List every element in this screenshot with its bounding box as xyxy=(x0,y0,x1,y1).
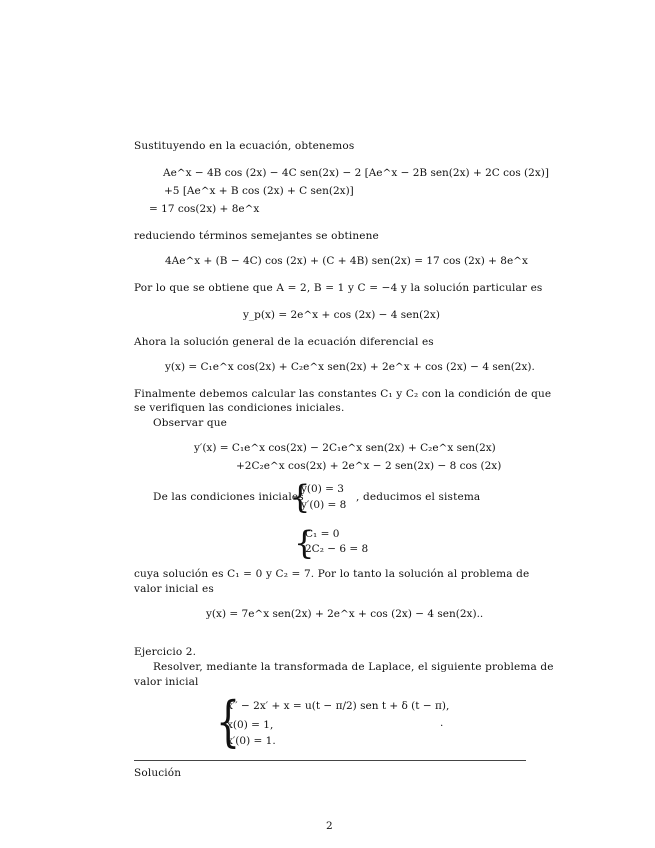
exercise-title: Ejercicio 2. xyxy=(134,646,197,658)
equation-1-line-2: +5 [Ae^x + B cos (2x) + C sen(2x)] xyxy=(164,185,354,197)
deduce-system-label: , deducimos el sistema xyxy=(356,491,481,503)
divider xyxy=(134,760,526,761)
paragraph-solution-line-2: valor inicial es xyxy=(134,583,214,595)
equation-1-line-1: Ae^x − 4B cos (2x) − 4C sen(2x) − 2 [Ae^x − 2B sen(2x) + 2C cos (2x)] xyxy=(163,167,549,179)
initial-condition-2: y′(0) = 8 xyxy=(301,499,347,511)
trailing-dot: . xyxy=(440,717,444,729)
system-equation-2: 2C₂ − 6 = 8 xyxy=(305,543,369,555)
initial-conditions-label: De las condiciones iniciales xyxy=(153,491,304,503)
left-brace: { xyxy=(216,690,241,753)
left-brace: { xyxy=(294,524,315,562)
paragraph-general-solution: Ahora la solución general de la ecuación diferencial es xyxy=(134,336,434,348)
exercise-statement-line-1: Resolver, mediante la transformada de Laplace, el siguiente problema de xyxy=(153,661,554,673)
equation-general-solution: y(x) = C₁e^x cos(2x) + C₂e^x sen(2x) + 2e^x + cos (2x) − 4 sen(2x). xyxy=(165,361,535,373)
equation-particular-solution: y_p(x) = 2e^x + cos (2x) − 4 sen(2x) xyxy=(243,309,440,321)
page-number: 2 xyxy=(326,820,333,832)
ivp-condition-1: x(0) = 1, xyxy=(227,719,274,731)
equation-1-line-3: = 17 cos(2x) + 8e^x xyxy=(149,203,260,215)
exercise-statement-line-2: valor inicial xyxy=(134,676,199,688)
paragraph-constants-line-2: se verifiquen las condiciones iniciales. xyxy=(134,402,345,414)
ivp-equation: x′′ − 2x′ + x = u(t − π/2) sen t + δ (t − π), xyxy=(227,700,450,712)
equation-final-solution: y(x) = 7e^x sen(2x) + 2e^x + cos (2x) − 4 sen(2x).. xyxy=(206,608,484,620)
equation-derivative-line-2: +2C₂e^x cos(2x) + 2e^x − 2 sen(2x) − 8 cos (2x) xyxy=(236,460,502,472)
initial-condition-1: y(0) = 3 xyxy=(301,483,344,495)
solution-heading: Solución xyxy=(134,767,182,779)
paragraph-substituting: Sustituyendo en la ecuación, obtenemos xyxy=(134,140,355,152)
paragraph-observe: Observar que xyxy=(153,417,227,429)
system-equation-1: C₁ = 0 xyxy=(305,528,340,540)
left-brace: { xyxy=(290,478,311,516)
ivp-condition-2: x′(0) = 1. xyxy=(227,735,276,747)
equation-derivative-line-1: y′(x) = C₁e^x cos(2x) − 2C₁e^x sen(2x) + C₂e^x sen(2x) xyxy=(194,442,496,454)
equation-2: 4Ae^x + (B − 4C) cos (2x) + (C + 4B) sen(2x) = 17 cos (2x) + 8e^x xyxy=(165,255,528,267)
paragraph-solution-line-1: cuya solución es C₁ = 0 y C₂ = 7. Por lo tanto la solución al problema de xyxy=(134,568,530,580)
paragraph-reducing: reduciendo términos semejantes se obtinene xyxy=(134,230,379,242)
paragraph-constants-line-1: Finalmente debemos calcular las constantes C₁ y C₂ con la condición de que xyxy=(134,388,552,400)
paragraph-coefficients: Por lo que se obtiene que A = 2, B = 1 y C = −4 y la solución particular es xyxy=(134,282,543,294)
